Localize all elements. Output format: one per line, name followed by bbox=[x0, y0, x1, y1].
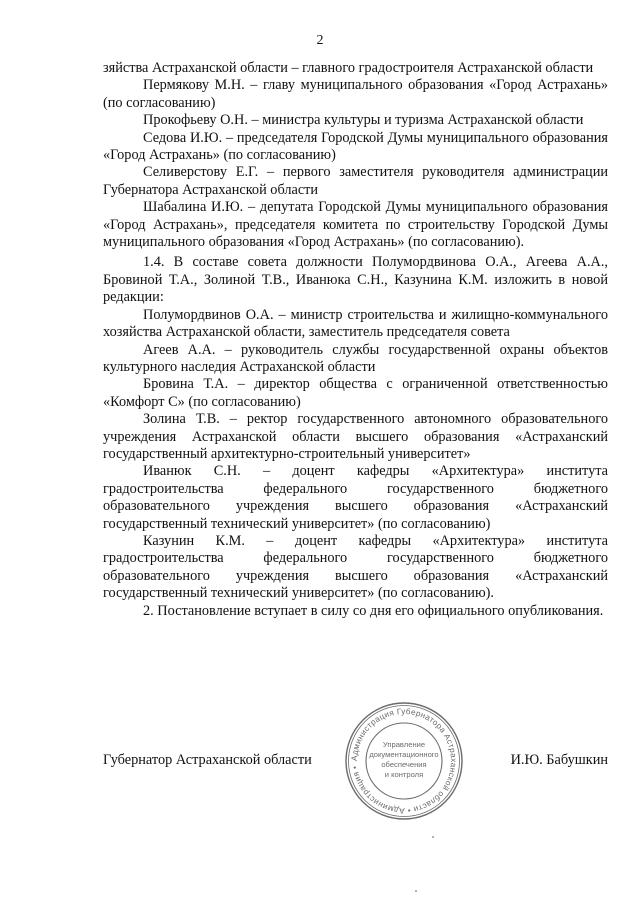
member-sedov: Седова И.Ю. – председателя Городской Думы муниципального образования «Город Астрахань» (по согласованию) bbox=[103, 129, 608, 164]
member-kazunin: Казунин К.М. – доцент кафедры «Архитектура» института градостроительства федерального государственного бюджетного образовательного учреждения высшего образования «Астраханский государственный технический университет» (по согласованию). bbox=[103, 532, 608, 602]
member-ivanyuk: Иванюк С.Н. – доцент кафедры «Архитектура» института градостроительства федерального государственного бюджетного образовательного учреждения высшего образования «Астраханский государственный технический университет» (по согласованию) bbox=[103, 463, 608, 532]
member-brovina: Бровина Т.А. – директор общества с ограниченной ответственностью «Комфорт С» (по согласованию) bbox=[103, 376, 608, 410]
member-shabalin: Шабалина И.Ю. – депутата Городской Думы муниципального образования «Город Астрахань», председателя комитета по строительству Городской Думы муниципального образования «Город Астрахань» (по согласованию). bbox=[103, 199, 608, 251]
stamp-line: Управление bbox=[382, 740, 426, 749]
clause-2: 2. Постановление вступает в силу со дня его официального опубликования. bbox=[143, 602, 604, 619]
member-prokofieva: Прокофьеву О.Н. – министра культуры и туризма Астраханской области bbox=[143, 112, 584, 129]
member-zolina: Золина Т.В. – ректор государственного автономного образовательного учреждения Астраханской области высшего образования «Астраханский государственный архитектурно-строительный университет» bbox=[103, 411, 608, 462]
stamp-ring-text: Администрация Губернатора Астраханской области • Администрация • bbox=[349, 706, 459, 816]
paragraph-continuation: зяйства Астраханской области – главного градостроителя Астраханской области bbox=[103, 60, 594, 76]
member-polumordvinov: Полумордвинов О.А. – министр строительства и жилищно-коммунального хозяйства Астраханской области, заместитель председателя совета bbox=[103, 306, 608, 341]
member-permyakova: Пермякову М.Н. – главу муниципального образования «Город Астрахань» (по согласованию) bbox=[103, 77, 608, 111]
scan-speck bbox=[415, 890, 417, 892]
clause-1-4: 1.4. В составе совета должности Полумордвинова О.А., Агеева А.А., Бровиной Т.А., Золиной Т.В., Иванюка С.Н., Казунина К.М. изложить в новой редакции: bbox=[103, 254, 608, 306]
document-body bbox=[103, 60, 608, 620]
signatory-name: И.Ю. Бабушкин bbox=[510, 752, 608, 768]
member-seliverstova: Селиверстову Е.Г. – первого заместителя руководителя администрации Губернатора Астраханской области bbox=[103, 164, 608, 198]
member-ageev: Агеев А.А. – руководитель службы государственной охраны объектов культурного наследия Астраханской области bbox=[103, 341, 608, 375]
page-number: 2 bbox=[316, 33, 324, 48]
official-stamp bbox=[343, 700, 465, 822]
stamp-line: обеспечения bbox=[381, 760, 427, 769]
signatory-position: Губернатор Астраханской области bbox=[103, 752, 312, 768]
stamp-line: и контроля bbox=[384, 770, 424, 779]
scan-speck bbox=[432, 836, 434, 838]
stamp-line: документационного bbox=[369, 750, 439, 759]
